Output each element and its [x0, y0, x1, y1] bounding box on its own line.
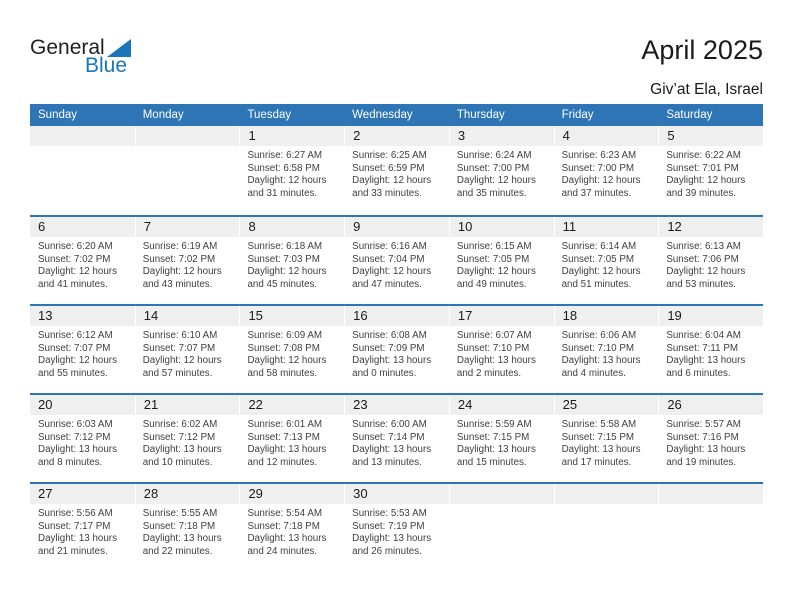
- day-details: [554, 146, 659, 200]
- sunrise-text: Sunrise: 6:06 AM: [561, 330, 637, 341]
- day-number: 3: [449, 126, 554, 146]
- day-cell-2: [344, 126, 449, 215]
- daylight-text: Daylight: 13 hours: [247, 444, 327, 456]
- week-row-1: [30, 126, 763, 215]
- day-details: [135, 415, 240, 469]
- daylight-text: and 15 minutes.: [456, 456, 527, 468]
- sunrise-text: Sunrise: 5:53 AM: [352, 508, 427, 519]
- day-cell-3: [449, 126, 554, 215]
- empty-day-body: [449, 504, 554, 508]
- sunset-text: Sunset: 7:05 PM: [561, 253, 635, 265]
- daylight-text: and 37 minutes.: [561, 187, 632, 199]
- daylight-text: Daylight: 13 hours: [666, 444, 746, 456]
- day-cell-22: [239, 395, 344, 482]
- day-number: 26: [658, 395, 763, 415]
- week-row-2: [30, 215, 763, 304]
- day-details: [30, 326, 135, 380]
- sunset-text: Sunset: 7:07 PM: [142, 342, 216, 354]
- day-number: 15: [239, 306, 344, 326]
- daylight-text: Daylight: 12 hours: [142, 266, 222, 278]
- sunset-text: Sunset: 7:01 PM: [666, 162, 739, 174]
- day-cell-16: [344, 306, 449, 393]
- sunset-text: Sunset: 7:02 PM: [142, 253, 216, 265]
- daylight-text: and 57 minutes.: [142, 367, 213, 379]
- sunrise-text: Sunrise: 5:59 AM: [456, 419, 532, 430]
- sunrise-text: Sunrise: 6:12 AM: [38, 330, 113, 341]
- day-details: [449, 237, 554, 291]
- sunset-text: Sunset: 7:10 PM: [561, 342, 635, 354]
- day-cell-28: [135, 484, 240, 571]
- day-number: 9: [344, 217, 449, 237]
- sunrise-text: Sunrise: 6:08 AM: [352, 330, 427, 341]
- sunset-text: Sunset: 7:18 PM: [247, 520, 320, 532]
- daylight-text: and 41 minutes.: [38, 278, 108, 290]
- day-details: [344, 504, 449, 558]
- day-cell-10: [449, 217, 554, 304]
- sunrise-text: Sunrise: 6:15 AM: [456, 241, 532, 252]
- sunset-text: Sunset: 7:18 PM: [142, 520, 216, 532]
- daylight-text: Daylight: 13 hours: [142, 444, 222, 456]
- daylight-text: Daylight: 12 hours: [666, 175, 746, 187]
- daylight-text: Daylight: 13 hours: [352, 355, 432, 367]
- sunset-text: Sunset: 7:08 PM: [247, 342, 320, 354]
- day-details: [135, 504, 240, 558]
- day-cell-30: [344, 484, 449, 571]
- daylight-text: Daylight: 13 hours: [561, 444, 641, 456]
- empty-day-cell: [554, 484, 659, 571]
- daylight-text: and 51 minutes.: [561, 278, 632, 290]
- weekday-header-monday: Monday: [142, 109, 184, 121]
- day-details: [449, 415, 554, 469]
- day-cell-7: [135, 217, 240, 304]
- daylight-text: Daylight: 12 hours: [247, 175, 327, 187]
- day-cell-25: [554, 395, 659, 482]
- sunset-text: Sunset: 7:13 PM: [247, 431, 320, 443]
- weekday-header-tuesday: Tuesday: [247, 109, 292, 121]
- sunset-text: Sunset: 7:00 PM: [456, 162, 530, 174]
- sunrise-text: Sunrise: 6:23 AM: [561, 150, 637, 161]
- daylight-text: and 2 minutes.: [456, 367, 522, 379]
- sunrise-text: Sunrise: 6:20 AM: [38, 241, 113, 252]
- sunrise-text: Sunrise: 6:25 AM: [352, 150, 427, 161]
- daylight-text: and 45 minutes.: [247, 278, 318, 290]
- sunset-text: Sunset: 7:03 PM: [247, 253, 320, 265]
- day-cell-5: [658, 126, 763, 215]
- day-details: [449, 326, 554, 380]
- location-subtitle: Giv’at Ela, Israel: [650, 81, 763, 98]
- daylight-text: and 4 minutes.: [561, 367, 626, 379]
- day-details: [658, 415, 763, 469]
- daylight-text: Daylight: 12 hours: [456, 175, 536, 187]
- day-details: [554, 415, 659, 469]
- weekday-header-saturday: Saturday: [666, 109, 713, 121]
- daylight-text: and 55 minutes.: [38, 367, 108, 379]
- daylight-text: Daylight: 13 hours: [142, 533, 222, 545]
- daylight-text: and 35 minutes.: [456, 187, 527, 199]
- daylight-text: Daylight: 13 hours: [38, 444, 117, 456]
- sunrise-text: Sunrise: 6:07 AM: [456, 330, 532, 341]
- daylight-text: and 49 minutes.: [456, 278, 527, 290]
- day-number: 6: [30, 217, 135, 237]
- day-details: [239, 504, 344, 558]
- day-cell-9: [344, 217, 449, 304]
- sunrise-text: Sunrise: 6:27 AM: [247, 150, 323, 161]
- day-number: 2: [344, 126, 449, 146]
- sunset-text: Sunset: 7:05 PM: [456, 253, 530, 265]
- day-number: 1: [239, 126, 344, 146]
- day-details: [239, 146, 344, 200]
- empty-day-strip: [658, 484, 763, 504]
- day-number: 27: [30, 484, 135, 504]
- day-cell-18: [554, 306, 659, 393]
- sunrise-text: Sunrise: 5:55 AM: [142, 508, 218, 519]
- day-number: 24: [449, 395, 554, 415]
- sunrise-text: Sunrise: 5:57 AM: [666, 419, 741, 430]
- day-cell-26: [658, 395, 763, 482]
- daylight-text: and 12 minutes.: [247, 456, 318, 468]
- day-cell-6: [30, 217, 135, 304]
- day-number: 30: [344, 484, 449, 504]
- day-details: [239, 326, 344, 380]
- daylight-text: and 43 minutes.: [142, 278, 213, 290]
- sunset-text: Sunset: 6:58 PM: [247, 162, 320, 174]
- daylight-text: Daylight: 13 hours: [561, 355, 641, 367]
- day-number: 10: [449, 217, 554, 237]
- daylight-text: Daylight: 13 hours: [666, 355, 746, 367]
- sunset-text: Sunset: 6:59 PM: [352, 162, 425, 174]
- daylight-text: and 6 minutes.: [666, 367, 731, 379]
- weekday-header-row: [30, 104, 763, 126]
- day-number: 17: [449, 306, 554, 326]
- logo-text-general: General: [30, 36, 105, 59]
- sunrise-text: Sunrise: 5:56 AM: [38, 508, 113, 519]
- sunset-text: Sunset: 7:16 PM: [666, 431, 739, 443]
- daylight-text: Daylight: 12 hours: [247, 266, 327, 278]
- sunrise-text: Sunrise: 6:03 AM: [38, 419, 113, 430]
- day-number: 8: [239, 217, 344, 237]
- day-cell-1: [239, 126, 344, 215]
- sunrise-text: Sunrise: 6:16 AM: [352, 241, 427, 252]
- empty-day-body: [554, 504, 659, 508]
- empty-day-strip: [30, 126, 135, 146]
- sunrise-text: Sunrise: 6:00 AM: [352, 419, 427, 430]
- week-row-3: [30, 304, 763, 393]
- daylight-text: Daylight: 12 hours: [38, 266, 117, 278]
- day-details: [344, 415, 449, 469]
- sunrise-text: Sunrise: 6:10 AM: [142, 330, 218, 341]
- weekday-header-sunday: Sunday: [38, 109, 78, 121]
- daylight-text: Daylight: 12 hours: [561, 266, 641, 278]
- daylight-text: Daylight: 13 hours: [352, 533, 432, 545]
- day-details: [658, 326, 763, 380]
- calendar-grid: [30, 126, 763, 571]
- empty-day-cell: [30, 126, 135, 215]
- sunset-text: Sunset: 7:12 PM: [142, 431, 216, 443]
- daylight-text: and 22 minutes.: [142, 545, 213, 557]
- sunset-text: Sunset: 7:07 PM: [38, 342, 111, 354]
- day-cell-11: [554, 217, 659, 304]
- day-details: [344, 326, 449, 380]
- sunset-text: Sunset: 7:06 PM: [666, 253, 739, 265]
- day-details: [554, 326, 659, 380]
- daylight-text: Daylight: 13 hours: [456, 355, 536, 367]
- daylight-text: Daylight: 12 hours: [561, 175, 641, 187]
- day-cell-19: [658, 306, 763, 393]
- daylight-text: and 21 minutes.: [38, 545, 108, 557]
- day-cell-13: [30, 306, 135, 393]
- empty-day-strip: [554, 484, 659, 504]
- day-details: [449, 146, 554, 200]
- empty-day-cell: [135, 126, 240, 215]
- sunrise-text: Sunrise: 6:13 AM: [666, 241, 741, 252]
- sunset-text: Sunset: 7:02 PM: [38, 253, 111, 265]
- daylight-text: and 19 minutes.: [666, 456, 737, 468]
- day-number: 4: [554, 126, 659, 146]
- sunrise-text: Sunrise: 6:24 AM: [456, 150, 532, 161]
- sunrise-text: Sunrise: 6:14 AM: [561, 241, 637, 252]
- sunrise-text: Sunrise: 5:54 AM: [247, 508, 323, 519]
- daylight-text: Daylight: 12 hours: [142, 355, 222, 367]
- sunset-text: Sunset: 7:11 PM: [666, 342, 739, 354]
- daylight-text: Daylight: 13 hours: [38, 533, 117, 545]
- day-number: 11: [554, 217, 659, 237]
- sunrise-text: Sunrise: 6:01 AM: [247, 419, 323, 430]
- day-cell-4: [554, 126, 659, 215]
- daylight-text: and 10 minutes.: [142, 456, 213, 468]
- sunrise-text: Sunrise: 6:22 AM: [666, 150, 741, 161]
- day-details: [239, 415, 344, 469]
- sunrise-text: Sunrise: 6:18 AM: [247, 241, 323, 252]
- day-number: 5: [658, 126, 763, 146]
- empty-day-body: [658, 504, 763, 508]
- daylight-text: Daylight: 13 hours: [352, 444, 432, 456]
- sunset-text: Sunset: 7:04 PM: [352, 253, 425, 265]
- sunset-text: Sunset: 7:09 PM: [352, 342, 425, 354]
- day-details: [554, 237, 659, 291]
- sunset-text: Sunset: 7:15 PM: [561, 431, 635, 443]
- day-number: 20: [30, 395, 135, 415]
- logo-text-blue: Blue: [84, 54, 127, 77]
- daylight-text: Daylight: 13 hours: [247, 533, 327, 545]
- day-number: 22: [239, 395, 344, 415]
- daylight-text: Daylight: 12 hours: [38, 355, 117, 367]
- day-details: [344, 146, 449, 200]
- daylight-text: Daylight: 12 hours: [352, 175, 432, 187]
- week-row-4: [30, 393, 763, 482]
- sunset-text: Sunset: 7:15 PM: [456, 431, 530, 443]
- sunset-text: Sunset: 7:19 PM: [352, 520, 425, 532]
- weekday-header-thursday: Thursday: [456, 109, 505, 121]
- day-details: [239, 237, 344, 291]
- daylight-text: Daylight: 12 hours: [352, 266, 432, 278]
- daylight-text: and 47 minutes.: [352, 278, 422, 290]
- day-cell-12: [658, 217, 763, 304]
- sunrise-text: Sunrise: 5:58 AM: [561, 419, 637, 430]
- day-cell-15: [239, 306, 344, 393]
- empty-day-cell: [658, 484, 763, 571]
- day-cell-14: [135, 306, 240, 393]
- day-details: [658, 146, 763, 200]
- daylight-text: and 0 minutes.: [352, 367, 417, 379]
- day-number: 25: [554, 395, 659, 415]
- sunset-text: Sunset: 7:10 PM: [456, 342, 530, 354]
- daylight-text: and 17 minutes.: [561, 456, 632, 468]
- daylight-text: and 24 minutes.: [247, 545, 318, 557]
- day-number: 7: [135, 217, 240, 237]
- day-cell-29: [239, 484, 344, 571]
- day-details: [30, 237, 135, 291]
- daylight-text: and 33 minutes.: [352, 187, 422, 199]
- daylight-text: Daylight: 13 hours: [456, 444, 536, 456]
- day-number: 28: [135, 484, 240, 504]
- sunset-text: Sunset: 7:12 PM: [38, 431, 111, 443]
- sunset-text: Sunset: 7:17 PM: [38, 520, 111, 532]
- day-details: [135, 326, 240, 380]
- sunrise-text: Sunrise: 6:09 AM: [247, 330, 323, 341]
- empty-day-body: [135, 146, 240, 150]
- general-blue-logo: [30, 37, 128, 76]
- daylight-text: and 13 minutes.: [352, 456, 422, 468]
- sunrise-text: Sunrise: 6:02 AM: [142, 419, 218, 430]
- day-cell-17: [449, 306, 554, 393]
- day-number: 21: [135, 395, 240, 415]
- daylight-text: Daylight: 12 hours: [456, 266, 536, 278]
- day-cell-23: [344, 395, 449, 482]
- daylight-text: Daylight: 12 hours: [247, 355, 327, 367]
- week-row-5: [30, 482, 763, 571]
- sunset-text: Sunset: 7:00 PM: [561, 162, 635, 174]
- daylight-text: Daylight: 12 hours: [666, 266, 746, 278]
- page-title: April 2025: [641, 35, 763, 65]
- empty-day-strip: [449, 484, 554, 504]
- day-details: [30, 504, 135, 558]
- day-number: 13: [30, 306, 135, 326]
- daylight-text: and 53 minutes.: [666, 278, 737, 290]
- sunrise-text: Sunrise: 6:04 AM: [666, 330, 741, 341]
- daylight-text: and 39 minutes.: [666, 187, 737, 199]
- weekday-header-wednesday: Wednesday: [352, 109, 413, 121]
- day-number: 18: [554, 306, 659, 326]
- weekday-header-friday: Friday: [561, 109, 594, 121]
- day-cell-24: [449, 395, 554, 482]
- day-details: [30, 415, 135, 469]
- day-cell-27: [30, 484, 135, 571]
- day-number: 16: [344, 306, 449, 326]
- day-number: 14: [135, 306, 240, 326]
- calendar-table: [30, 104, 763, 571]
- daylight-text: and 8 minutes.: [38, 456, 103, 468]
- empty-day-strip: [135, 126, 240, 146]
- day-cell-21: [135, 395, 240, 482]
- day-number: 29: [239, 484, 344, 504]
- day-details: [344, 237, 449, 291]
- day-number: 19: [658, 306, 763, 326]
- empty-day-cell: [449, 484, 554, 571]
- daylight-text: and 26 minutes.: [352, 545, 422, 557]
- daylight-text: and 58 minutes.: [247, 367, 318, 379]
- day-details: [135, 237, 240, 291]
- day-cell-20: [30, 395, 135, 482]
- daylight-text: and 31 minutes.: [247, 187, 318, 199]
- day-number: 23: [344, 395, 449, 415]
- day-number: 12: [658, 217, 763, 237]
- empty-day-body: [30, 146, 135, 150]
- day-cell-8: [239, 217, 344, 304]
- sunrise-text: Sunrise: 6:19 AM: [142, 241, 218, 252]
- sunset-text: Sunset: 7:14 PM: [352, 431, 425, 443]
- day-details: [658, 237, 763, 291]
